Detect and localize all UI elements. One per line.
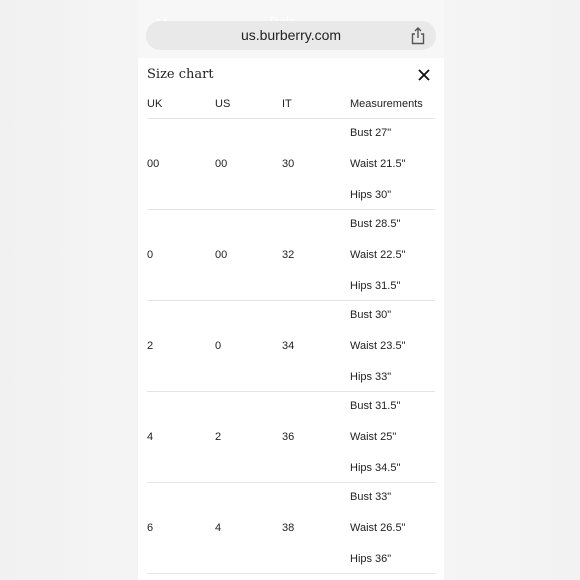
close-icon[interactable] bbox=[418, 69, 430, 81]
cell-waist: Waist 25" bbox=[350, 431, 397, 443]
cell-bust: Bust 31.5" bbox=[350, 400, 401, 412]
table-row bbox=[147, 483, 435, 574]
cell-bust: Bust 30" bbox=[350, 309, 392, 321]
cell-waist: Waist 26.5" bbox=[350, 522, 406, 534]
cell-us: 2 bbox=[215, 431, 222, 443]
cell-it: 36 bbox=[282, 431, 295, 443]
cell-hips: Hips 33" bbox=[350, 371, 392, 383]
table-header bbox=[147, 94, 435, 119]
url-text: us.burberry.com bbox=[240, 27, 342, 43]
share-icon[interactable] bbox=[410, 27, 426, 45]
header-us: US bbox=[215, 98, 231, 110]
cell-it: 34 bbox=[282, 340, 295, 352]
size-chart-sheet bbox=[138, 58, 444, 580]
sheet-title: Size chart bbox=[147, 67, 214, 82]
cell-bust: Bust 33" bbox=[350, 491, 392, 503]
cell-waist: Waist 23.5" bbox=[350, 340, 406, 352]
table-row bbox=[147, 392, 435, 483]
cell-hips: Hips 36" bbox=[350, 553, 392, 565]
browser-top-bar bbox=[138, 0, 444, 58]
cell-uk: 0 bbox=[147, 249, 154, 261]
cell-us: 0 bbox=[215, 340, 222, 352]
address-bar[interactable] bbox=[146, 21, 436, 50]
cell-it: 30 bbox=[282, 158, 295, 170]
cell-uk: 6 bbox=[147, 522, 154, 534]
cell-waist: Waist 22.5" bbox=[350, 249, 406, 261]
table-row bbox=[147, 119, 435, 210]
header-it: IT bbox=[282, 98, 292, 110]
cell-hips: Hips 31.5" bbox=[350, 280, 401, 292]
cell-bust: Bust 27" bbox=[350, 127, 392, 139]
table-row bbox=[147, 210, 435, 301]
cell-hips: Hips 30" bbox=[350, 189, 392, 201]
cell-hips: Hips 34.5" bbox=[350, 462, 401, 474]
table-row bbox=[147, 301, 435, 392]
cell-uk: 00 bbox=[147, 158, 160, 170]
cell-us: 00 bbox=[215, 249, 228, 261]
cell-uk: 4 bbox=[147, 431, 154, 443]
cell-us: 4 bbox=[215, 522, 222, 534]
cell-uk: 2 bbox=[147, 340, 154, 352]
cell-us: 00 bbox=[215, 158, 228, 170]
cell-waist: Waist 21.5" bbox=[350, 158, 406, 170]
size-table bbox=[147, 94, 435, 574]
header-measurements: Measurements bbox=[350, 98, 423, 110]
cell-it: 32 bbox=[282, 249, 295, 261]
phone-screen bbox=[138, 0, 444, 580]
cell-bust: Bust 28.5" bbox=[350, 218, 401, 230]
header-uk: UK bbox=[147, 98, 163, 110]
cell-it: 38 bbox=[282, 522, 295, 534]
